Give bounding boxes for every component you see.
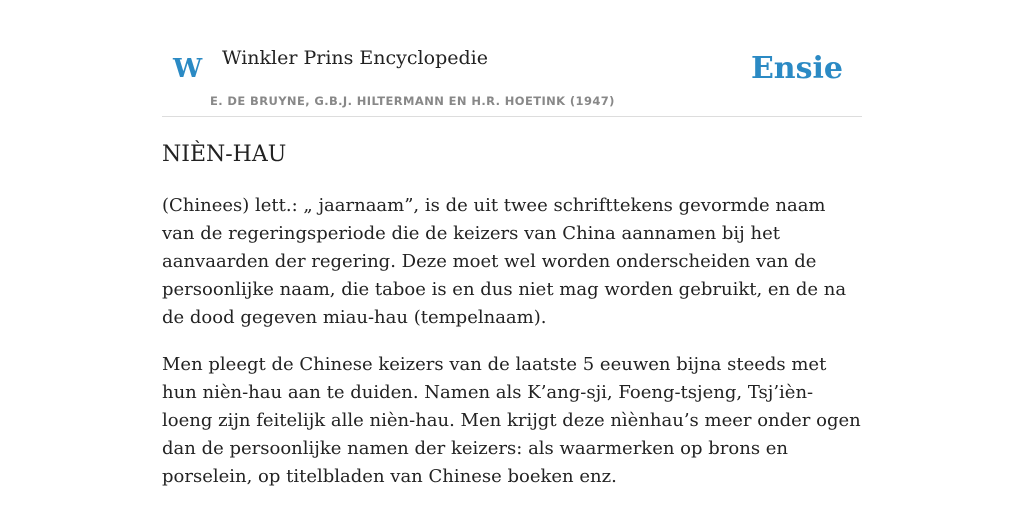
authors-subtitle: E. DE BRUYNE, G.B.J. HILTERMANN EN H.R. HOETINK (1947) [210,94,615,108]
ensie-logo[interactable]: Ensie [750,51,843,86]
header [162,0,862,117]
paragraph: Men pleegt de Chinese keizers van de laatste 5 eeuwen bijna steeds met hun nièn-hau aan te duiden. Namen als K’ang-sji, Foeng-tsjeng, Tsj’ièn-loeng zijn feitelijk alle nièn-hau. Men krijgt deze nìènhau’s meer onder ogen dan de persoonlijke namen der keizers: als waarmerken op brons en porselein, op titelbladen van Chinese boeken enz. [162,354,861,487]
winkler-prins-logo[interactable]: W [173,54,203,84]
article-body [162,192,862,510]
page [162,0,862,487]
article-title: NIÈN-HAU [162,142,287,167]
paragraph: (Chinees) lett.: „ jaarnaam”, is de uit twee schrifttekens gevormde naam van de regeringsperiode die de keizers van China aannamen bij het aanvaarden der regering. Deze moet wel worden onderscheiden van de persoonlijke naam, die taboe is en dus niet mag worden gebruikt, en de na de dood gegeven miau-hau (tempelnaam). [162,195,847,328]
site-title[interactable]: Winkler Prins Encyclopedie [222,47,488,69]
